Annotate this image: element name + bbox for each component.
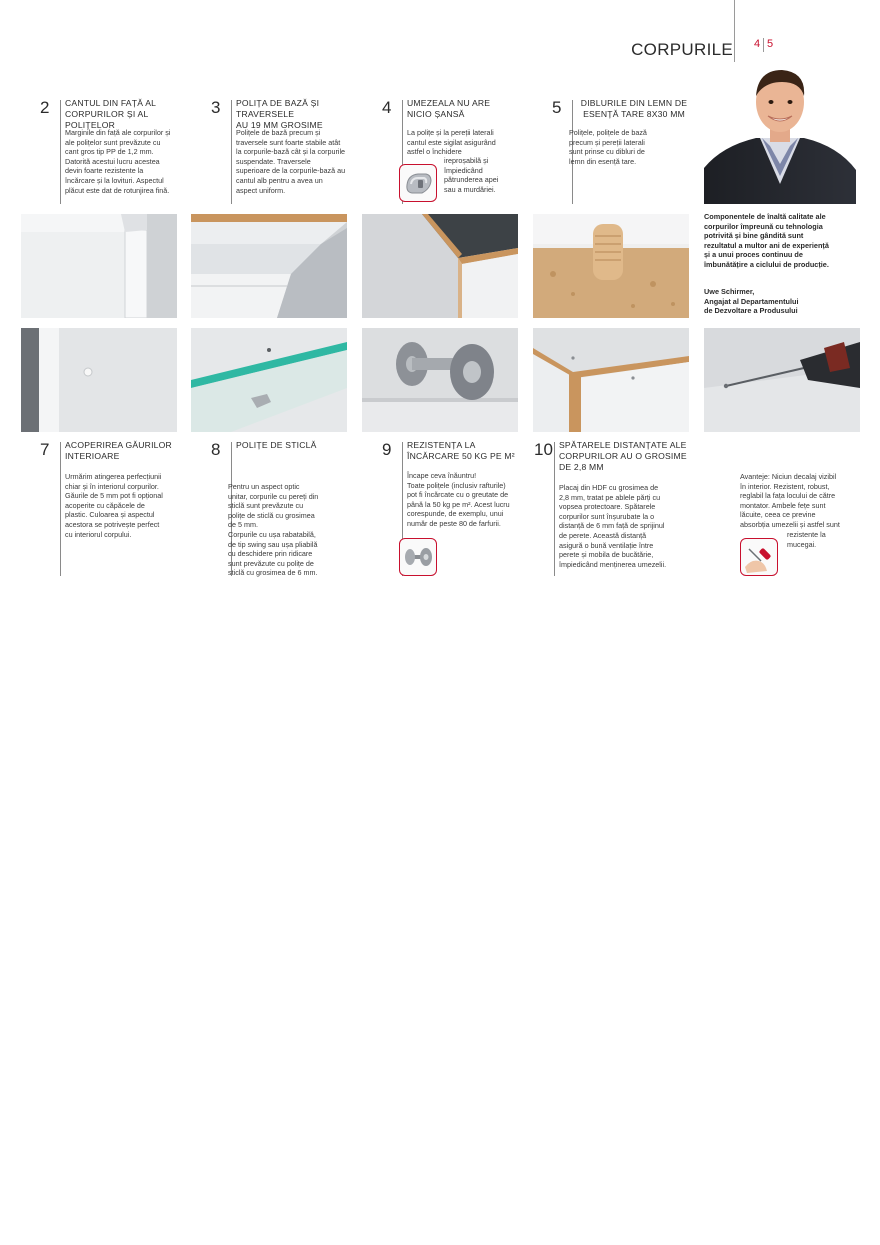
feature-number: 5 — [552, 98, 562, 117]
header-divider — [734, 0, 735, 62]
photo-front-edge — [21, 214, 177, 318]
feature-body: Pentru un aspect optic unitar, corpurile cu pereți din sticlă sunt prevăzute cu polițe de sticlă cu grosimea de 5 mm. Corpurile cu ușa rabatabilă, de tip swing sau ușa pliabilă cu deschidere prin ridicare sunt prevăzute cu polițe de sticlă cu grosimea de 6 mm. — [228, 482, 319, 578]
quote-text: Componentele de înaltă calitate ale corpurilor împreună cu tehnologia potrivită și bine gândită sunt rezultatul a multor ani de experiență și a unui proces continuu de îmbunătățire a ciclului de producție. — [704, 212, 829, 269]
feature-number: 3 — [211, 98, 221, 117]
feature-body: La polițe și la pereții laterali cantul este sigilat asigurând astfel o închidere — [407, 128, 496, 157]
feature-body: Polițele, polițele de bază precum și pereții laterali sunt prinse cu dibluri de lemn din esență tare. — [569, 128, 647, 166]
page-number-right: 5 — [767, 38, 774, 50]
feature-block-10 — [534, 440, 704, 578]
feature-body: Placaj din HDF cu grosimea de 2,8 mm, tratat pe ablele părți cu vopsea protectoare. Spătarele corpurilor sunt înșurubate la o distanță de 6 mm față de sprijinul de perete. Această distanță asigură o bună ventilație între perete și mobila de bucătărie, împiedicând menținerea umezelii. — [559, 483, 667, 569]
page-number-left: 4 — [754, 38, 761, 50]
feature-number: 9 — [382, 440, 392, 459]
feature-number: 2 — [40, 98, 50, 117]
feature-block-3 — [211, 98, 371, 208]
screwdriver-icon — [740, 538, 778, 576]
feature-number: 10 — [534, 440, 553, 459]
feature-title: REZISTENȚA LA ÎNCĂRCARE 50 KG PE M² — [407, 440, 515, 461]
feature-body: Polițele de bază precum și traversele sunt foarte stabile atât la corpurile-bază cât și la corpurile suspendate. Traversele superioare de la corpurile-bază au cantul alb pentru a avea un aspect uniform. — [236, 128, 346, 195]
feature-title: ACOPERIREA GĂURILOR INTERIOARE — [65, 440, 172, 461]
feature-number: 7 — [40, 440, 50, 459]
feature-title: SPĂTARELE DISTANȚATE ALE CORPURILOR AU O GROSIME DE 2,8 MM — [559, 440, 687, 472]
photo-glass-shelf — [191, 328, 347, 432]
advantage-text: Avanteje: Niciun decalaj vizibil în interior. Rezistent, robust, reglabil la fața locului de către montator. Ambele fețe sunt lăcuite, ceea ce previne absorbția umezelii și astfel sunt — [740, 472, 840, 529]
feature-title: DIBLURILE DIN LEMN DE ESENȚĂ TARE 8X30 MM — [580, 98, 688, 119]
photo-weight-load — [362, 328, 518, 432]
feature-title: POLIȚE DE STICLĂ — [236, 440, 317, 450]
edge-seal-icon — [399, 164, 437, 202]
feature-number: 4 — [382, 98, 392, 117]
weight-icon — [399, 538, 437, 576]
feature-block-5 — [552, 98, 702, 208]
feature-block-9 — [382, 440, 532, 578]
photo-wood-dowel — [533, 214, 689, 318]
page-number-separator — [763, 38, 764, 52]
portrait-photo — [704, 66, 856, 204]
feature-divider — [554, 442, 555, 576]
feature-title: CANTUL DIN FAȚĂ AL CORPURILOR ȘI AL POLIȚELOR — [65, 98, 157, 130]
feature-body: Urmărim atingerea perfecțiunii chiar și în interiorul corpurilor. Găurile de 5 mm pot fi opțional acoperite cu căpăcele de plastic. Culoarea și aspectul acestora se potrivește perfect cu interiorul corpului. — [65, 472, 163, 539]
page-title: CORPURILE — [631, 40, 733, 59]
feature-block-4 — [382, 98, 532, 208]
feature-divider — [60, 100, 61, 204]
feature-divider — [231, 100, 232, 204]
feature-body: Încape ceva înăuntru! Toate polițele (inclusiv rafturile) pot fi încărcate cu o greutate de până la 50 kg pe m². Acest lucru corespunde, de exemplu, unui număr de peste 80 de farfurii. — [407, 471, 510, 528]
feature-block-7 — [40, 440, 190, 578]
feature-title: UMEZEALA NU ARE NICIO ȘANSĂ — [407, 98, 491, 119]
feature-body-inset: ireproșabilă și împiedicând pătrunderea apei sau a murdăriei. — [444, 156, 499, 194]
feature-divider — [60, 442, 61, 576]
feature-body: Marginile din față ale corpurilor și ale polițelor sunt prevăzute cu cant gros tip PP de 1,2 mm. Datorită acestui lucru acestea devin foarte rezistente la încărcare și la lovituri. Aspectul plăcut este dat de rotunjirea fină. — [65, 128, 171, 195]
feature-block-8 — [211, 440, 371, 578]
advantage-text-inset: rezistente la mucegai. — [787, 530, 826, 549]
photo-hole-cover — [21, 328, 177, 432]
feature-title: POLIȚA DE BAZĂ ȘI TRAVERSELE AU 19 MM GROSIME — [236, 98, 323, 130]
photo-sealed-edge — [362, 214, 518, 318]
quote-author: Uwe Schirmer, Angajat al Departamentului de Dezvoltare a Produsului — [704, 287, 799, 316]
feature-block-2 — [40, 98, 190, 208]
feature-number: 8 — [211, 440, 221, 459]
photo-screwdriver — [704, 328, 860, 432]
photo-base-shelf — [191, 214, 347, 318]
photo-back-panel — [533, 328, 689, 432]
